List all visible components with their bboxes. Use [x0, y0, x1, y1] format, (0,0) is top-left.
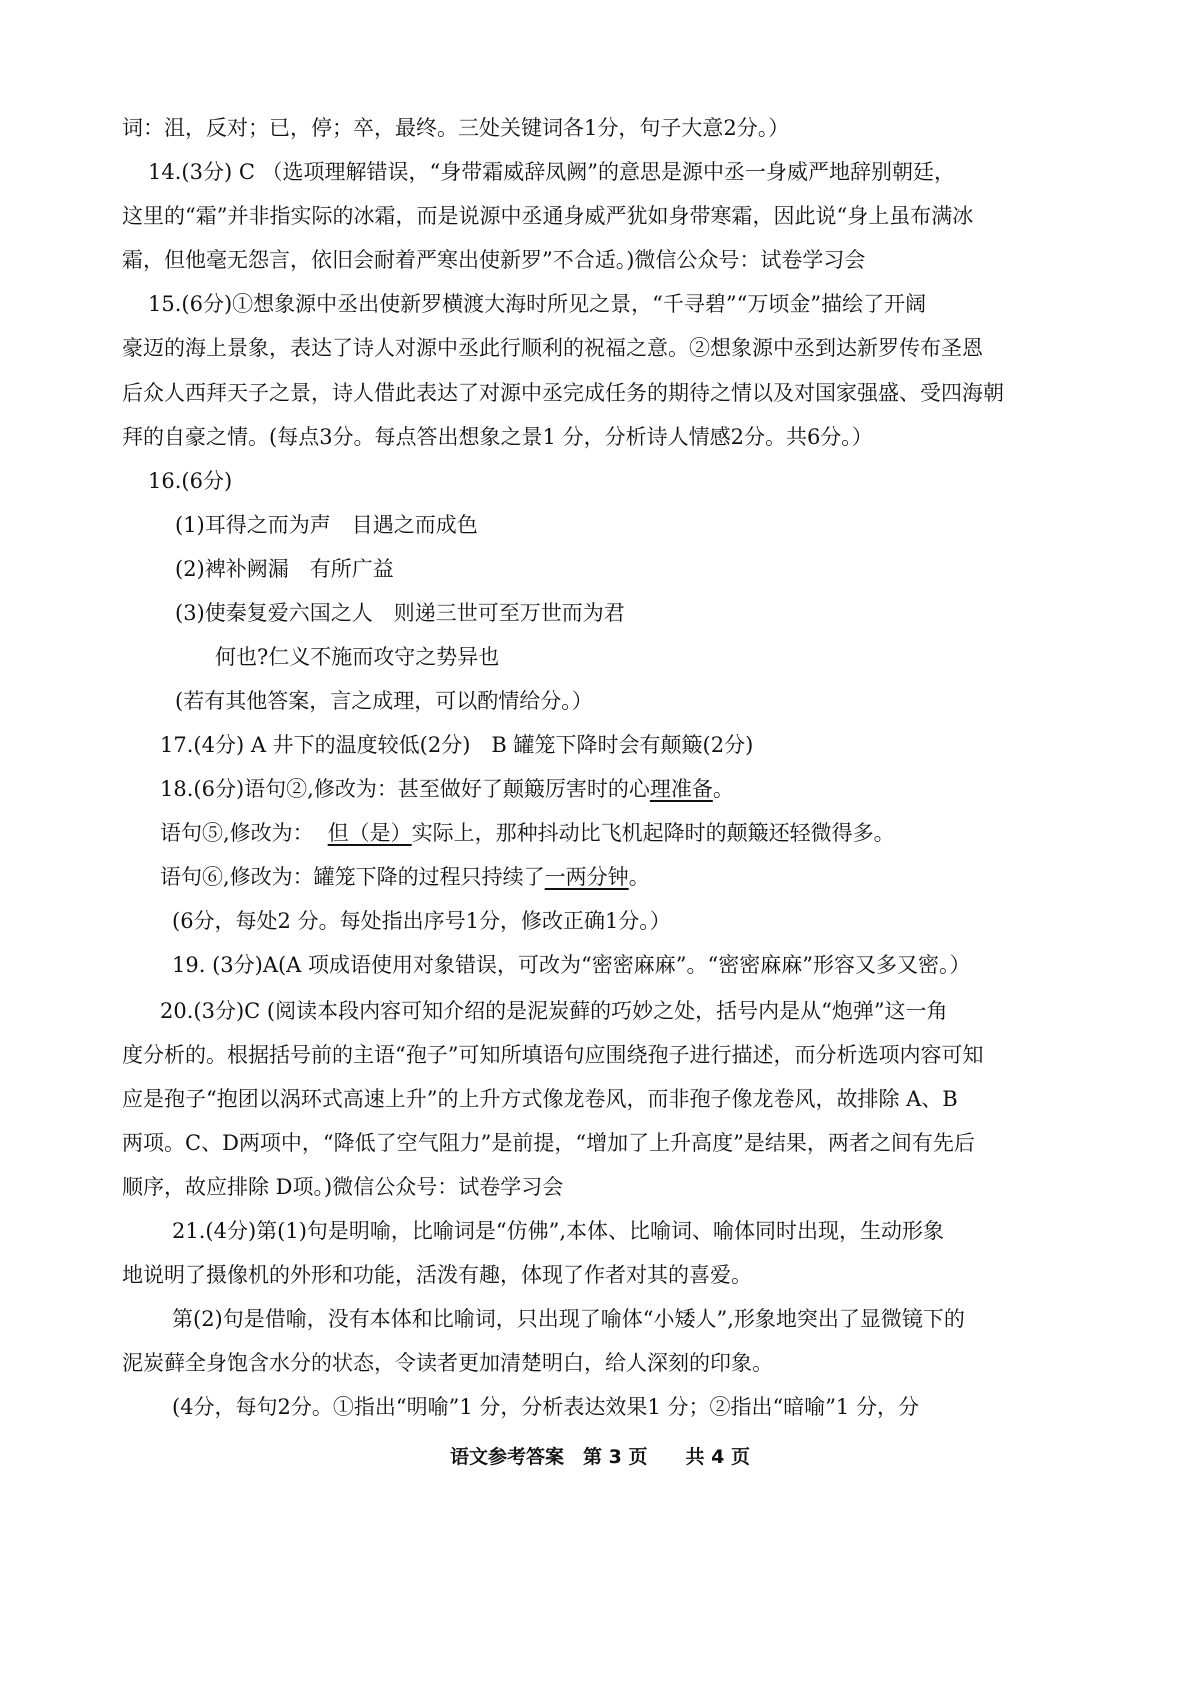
- text-line: 15.(6分)①想象源中丞出使新罗横渡大海时所见之景，“千寻碧”“万顷金”描绘了开阔: [148, 292, 927, 316]
- text-line: 词：沮，反对；已，停；卒，最终。三处关键词各1分，句子大意2分。）: [122, 116, 790, 140]
- text-line: (3)使秦复爱六国之人 则递三世可至万世而为君: [175, 601, 625, 625]
- text-line: 地说明了摄像机的外形和功能，活泼有趣，体现了作者对其的喜爱。: [122, 1263, 752, 1287]
- text-segment: 语句⑥,修改为：罐笼下降的过程只持续了: [160, 865, 545, 889]
- text-line: [160, 862, 650, 892]
- text-line: (若有其他答案，言之成理，可以酌情给分。）: [175, 689, 593, 713]
- text-line: (6分，每处2 分。每处指出序号1分，修改正确1分。）: [172, 909, 671, 933]
- text-line: 14.(3分) C （选项理解错误，“身带霜威辞凤阙”的意思是源中丞一身威严地辞别朝廷，: [148, 160, 956, 184]
- text-line: 20.(3分)C (阅读本段内容可知介绍的是泥炭藓的巧妙之处，括号内是从“炮弹”这一角: [160, 999, 948, 1023]
- text-line: 顺序，故应排除 D项。)微信公众号：试卷学习会: [122, 1175, 564, 1199]
- text-line: (4分，每句2分。①指出“明喻”1 分，分析表达效果1 分；②指出“暗喻”1 分，分: [172, 1395, 919, 1419]
- text-segment: 实际上，那种抖动比飞机起降时的颠簸还轻微得多。: [411, 821, 895, 845]
- text-line: (2)裨补阙漏 有所广益: [175, 557, 394, 581]
- text-line: 16.(6分): [148, 469, 233, 493]
- text-line: 霜，但他毫无怨言，依旧会耐着严寒出使新罗”不合适。)微信公众号：试卷学习会: [122, 248, 866, 272]
- underlined-text: 理准备: [649, 777, 713, 801]
- text-line: [160, 774, 734, 804]
- text-line: 何也?仁义不施而攻守之势异也: [215, 645, 500, 669]
- text-line: (1)耳得之而为声 目遇之而成色: [175, 513, 478, 537]
- text-line: 这里的“霜”并非指实际的冰霜，而是说源中丞通身威严犹如身带寒霜，因此说“身上虽布满冰: [122, 204, 974, 228]
- page-footer: 语文参考答案 第 3 页 共 4 页: [450, 1446, 750, 1468]
- text-line: 豪迈的海上景象，表达了诗人对源中丞此行顺利的祝福之意。②想象源中丞到达新罗传布圣恩: [122, 336, 983, 360]
- text-segment: 。: [628, 865, 650, 889]
- text-line: 两项。C、D两项中，“降低了空气阻力”是前提，“增加了上升高度”是结果，两者之间有先后: [122, 1131, 975, 1155]
- text-line: 拜的自豪之情。(每点3分。每点答出想象之景1 分，分析诗人情感2分。共6分。）: [122, 425, 873, 449]
- text-line: 后众人西拜天子之景，诗人借此表达了对源中丞完成任务的期待之情以及对国家强盛、受四海朝: [122, 381, 1004, 405]
- text-segment: 语句⑤,修改为：: [160, 821, 314, 845]
- text-line: 度分析的。根据括号前的主语“孢子”可知所填语句应围绕孢子进行描述，而分析选项内容可知: [122, 1043, 984, 1067]
- underlined-text: 一两分钟: [544, 865, 629, 889]
- text-line: 泥炭藓全身饱含水分的状态，令读者更加清楚明白，给人深刻的印象。: [122, 1351, 773, 1375]
- underlined-text: 但（是）: [327, 821, 412, 845]
- text-line: [160, 818, 895, 848]
- text-line: 21.(4分)第(1)句是明喻，比喻词是“仿佛”,本体、比喻词、喻体同时出现，生动形象: [172, 1219, 945, 1243]
- text-segment: 18.(6分)语句②,修改为：甚至做好了颠簸厉害时的心: [160, 777, 650, 801]
- text-line: 17.(4分) A 井下的温度较低(2分) B 罐笼下降时会有颠簸(2分): [160, 733, 754, 757]
- text-segment: 。: [712, 777, 734, 801]
- text-line: 19. (3分)A(A 项成语使用对象错误，可改为“密密麻麻”。“密密麻麻”形容又多又密。）: [172, 953, 971, 977]
- text-line: 第(2)句是借喻，没有本体和比喻词，只出现了喻体“小矮人”,形象地突出了显微镜下的: [172, 1307, 965, 1331]
- text-line: 应是孢子“抱团以涡环式高速上升”的上升方式像龙卷风，而非孢子像龙卷风，故排除 A、B: [122, 1087, 958, 1111]
